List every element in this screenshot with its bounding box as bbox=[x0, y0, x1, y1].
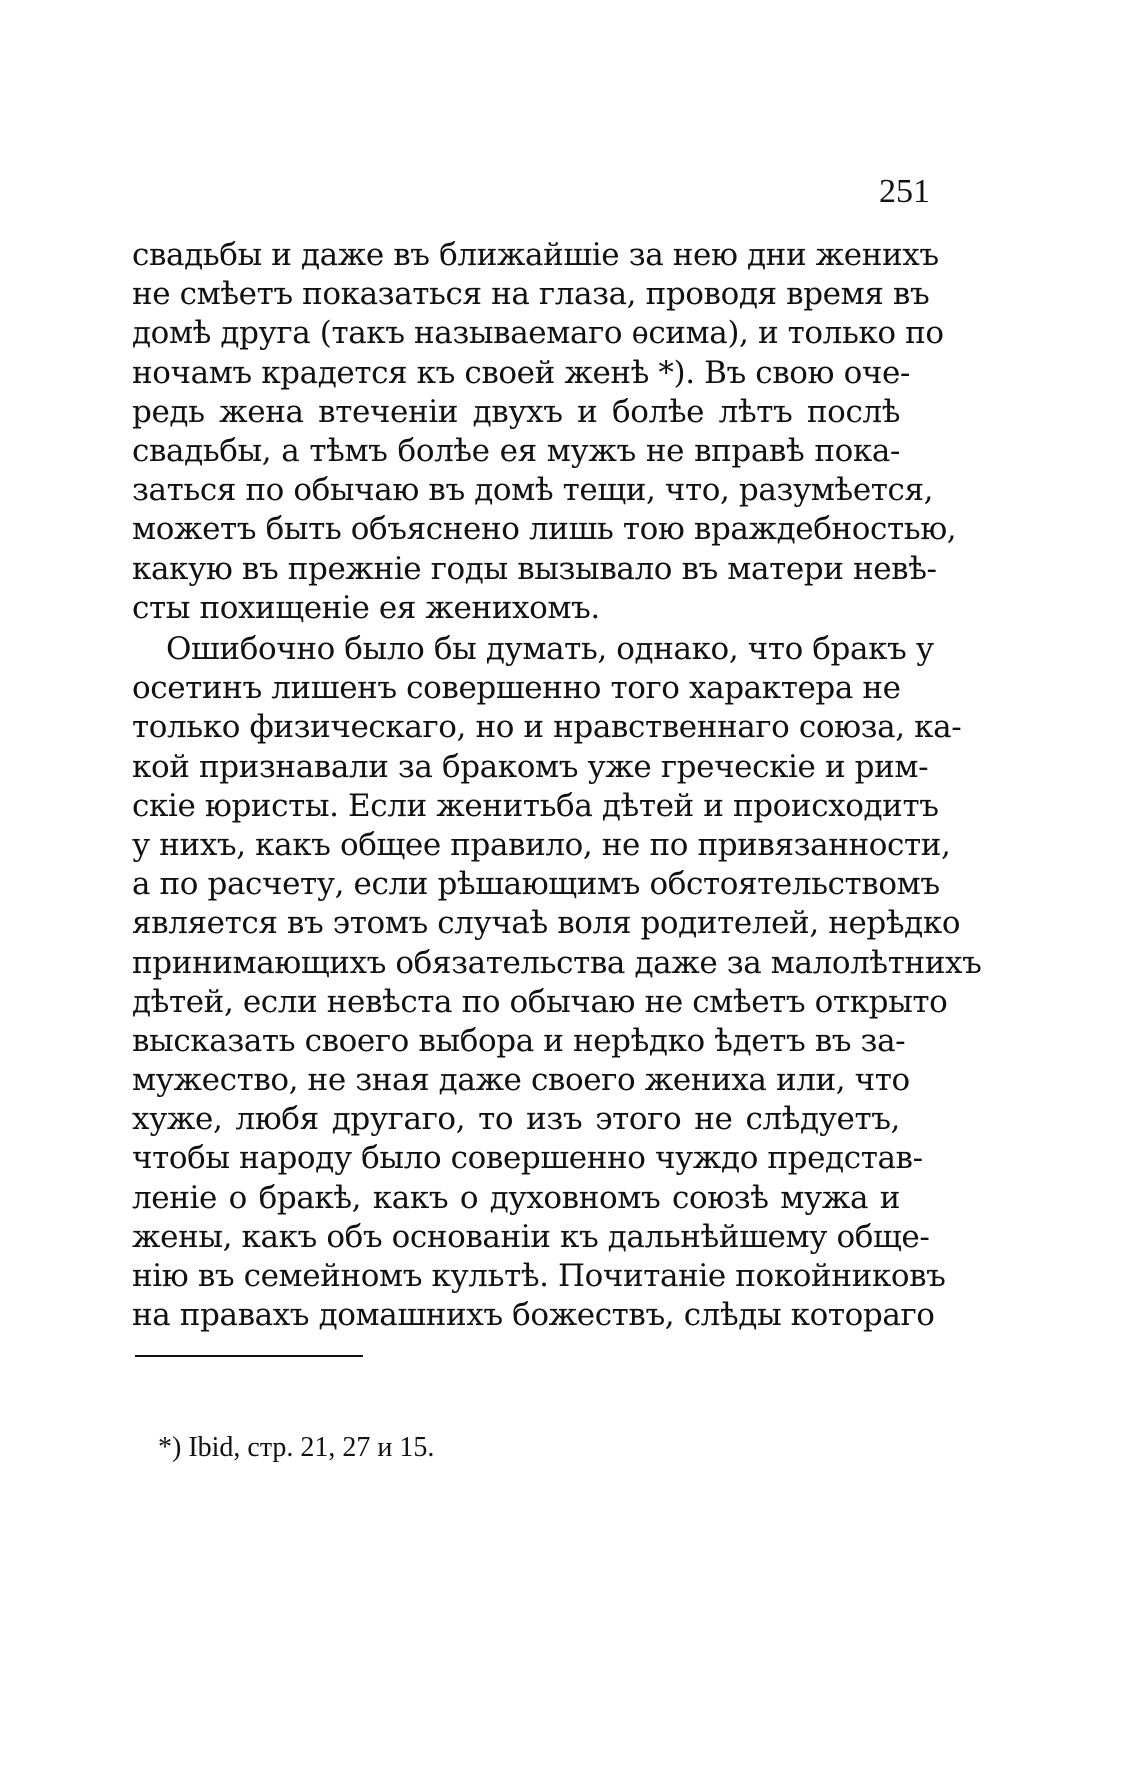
text-line: какую въ прежніе годы вызывало въ матери невѣ- bbox=[132, 550, 937, 587]
text-line: на правахъ домашнихъ божествъ, слѣды котораго bbox=[132, 1297, 935, 1334]
text-line: не смѣетъ показаться на глаза, проводя время въ bbox=[132, 276, 930, 313]
text-line: жены, какъ объ основаніи къ дальнѣйшему обще- bbox=[132, 1218, 930, 1255]
text-line: нію въ семейномъ культѣ. Почитаніе покойниковъ bbox=[132, 1258, 946, 1294]
text-line: можетъ быть объяснено лишь тою враждебностью, bbox=[132, 511, 957, 548]
text-line: леніе о бракѣ, какъ о духовномъ союзѣ мужа и bbox=[132, 1179, 900, 1216]
text-line: свадьбы и даже въ ближайшіе за нею дни женихъ bbox=[132, 237, 939, 273]
text-line: хуже, любя другаго, то изъ этого не слѣдуетъ, bbox=[132, 1101, 900, 1138]
text-line: осетинъ лишенъ совершенно того характера не bbox=[132, 670, 901, 707]
text-line: является въ этомъ случаѣ воля родителей, нерѣдко bbox=[132, 905, 961, 942]
text-line: кой признавали за бракомъ уже греческіе и рим- bbox=[132, 748, 929, 785]
text-line: скіе юристы. Если женитьба дѣтей и происходитъ bbox=[132, 787, 939, 824]
text-line: сты похищеніе ея женихомъ. bbox=[132, 589, 600, 626]
text-line: принимающихъ обязательства даже за малолѣтнихъ bbox=[132, 944, 982, 981]
text-line: только физическаго, но и нравственнаго союза, ка- bbox=[132, 709, 962, 746]
text-line: высказать своего выбора и нерѣдко ѣдетъ въ за- bbox=[132, 1022, 906, 1059]
text-line: редь жена втеченіи двухъ и болѣе лѣтъ послѣ bbox=[132, 393, 900, 430]
text-line: свадьбы, а тѣмъ болѣе ея мужъ не вправѣ пока- bbox=[132, 432, 900, 469]
text-line: у нихъ, какъ общее правило, не по привязанности, bbox=[132, 826, 951, 863]
footnote-rule bbox=[135, 1355, 363, 1357]
text-line: мужество, не зная даже своего жениха или, что bbox=[132, 1062, 910, 1099]
text-line: чтобы народу было совершенно чуждо представ- bbox=[132, 1140, 923, 1177]
text-line: Ошибочно было бы думать, однако, что бракъ у bbox=[166, 631, 934, 667]
text-line: заться по обычаю въ домѣ тещи, что, разумѣется, bbox=[132, 472, 934, 509]
text-line: а по расчету, если рѣшающимъ обстоятельствомъ bbox=[132, 866, 940, 903]
paragraph-1 bbox=[132, 236, 957, 628]
footnote: *) Ibid, стр. 21, 27 и 15. bbox=[158, 1432, 435, 1463]
paragraph-2 bbox=[132, 630, 982, 1335]
text-line: домѣ друга (такъ называемаго ѳсима), и только по bbox=[132, 315, 944, 352]
text-line: ночамъ крадется къ своей женѣ *). Въ свою оче- bbox=[132, 354, 910, 391]
page-number: 251 bbox=[879, 173, 930, 210]
text-line: дѣтей, если невѣста по обычаю не смѣетъ открыто bbox=[132, 983, 948, 1020]
